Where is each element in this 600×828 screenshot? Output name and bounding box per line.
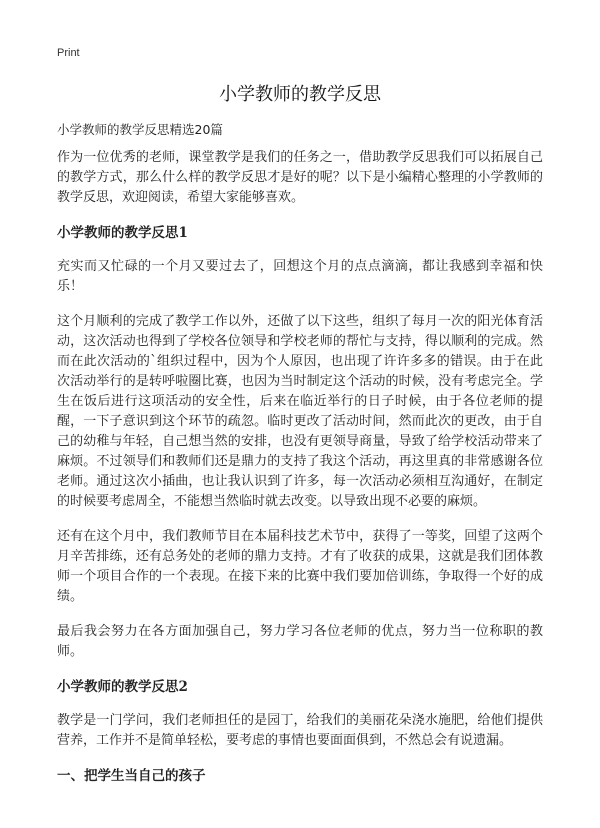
print-link[interactable]: Print bbox=[57, 47, 80, 59]
section-1-paragraph-2: 这个月顺利的完成了教学工作以外，还做了以下这些，组织了每月一次的阳光体育活动，这次活动也得到了学校各位领导和学校老师的帮忙与支持，得以顺利的完成。然而在此次活动的`组织过程中，因为个人原因，也出现了许许多多的错误。由于在此次活动举行的是转呼啦圈比赛，也因为当时制定这个活动的时候，没有考虑完全。学生在饭后进行这项活动的安全性，后来在临近举行的日子时候，由于各位老师的提醒，一下子意识到这个环节的疏忽。临时更改了活动时间，然而此次的更改，由于自己的幼稚与年轻，自己想当然的安排，也没有更领导商量，导致了给学校活动带来了麻烦。不过领导们和教师们还是鼎力的支持了我这个活动，再这里真的非常感谢各位老师。通过这次小插曲，也让我认识到了许多，每一次活动必须相互沟通好，在制定的时候要考虑周全，不能想当然临时就去改变。以导致出现不必要的麻烦。 bbox=[57, 314, 543, 509]
subsection-heading: 一、把学生当自己的孩子 bbox=[57, 768, 206, 784]
section-1-paragraph-3: 还有在这个月中，我们教师节目在本届科技艺术节中，获得了一等奖，回望了这两个月辛苦排练，还有总务处的老师的鼎力支持。才有了收获的成果，这就是我们团体教师一个项目合作的一个表现。在接下来的比赛中我们要加倍训练，争取得一个好的成绩。 bbox=[57, 529, 543, 604]
section-1-heading: 小学教师的教学反思1 bbox=[57, 225, 188, 241]
intro-paragraph: 作为一位优秀的老师，课堂教学是我们的任务之一，借助教学反思我们可以拓展自己的教学方式，那么什么样的教学反思才是好的呢？以下是小编精心整理的小学教师的教学反思，欢迎阅读，希望大家能够喜欢。 bbox=[57, 150, 543, 205]
section-2-heading: 小学教师的教学反思2 bbox=[57, 679, 188, 695]
section-1-paragraph-1: 充实而又忙碌的一个月又要过去了，回想这个月的点点滴滴，都让我感到幸福和快乐！ bbox=[57, 259, 543, 294]
page-title: 小学教师的教学反思 bbox=[219, 84, 381, 105]
section-1-paragraph-4: 最后我会努力在各方面加强自己，努力学习各位老师的优点，努力当一位称职的教师。 bbox=[57, 624, 543, 659]
document-subtitle: 小学教师的教学反思精选20篇 bbox=[57, 122, 223, 137]
section-2-paragraph-1: 教学是一门学问，我们老师担任的是园丁，给我们的美丽花朵浇水施肥，给他们提供营养，工作并不是简单轻松，要考虑的事情也要面面俱到，不然总会有说遗漏。 bbox=[57, 713, 543, 748]
document-body bbox=[57, 120, 543, 800]
